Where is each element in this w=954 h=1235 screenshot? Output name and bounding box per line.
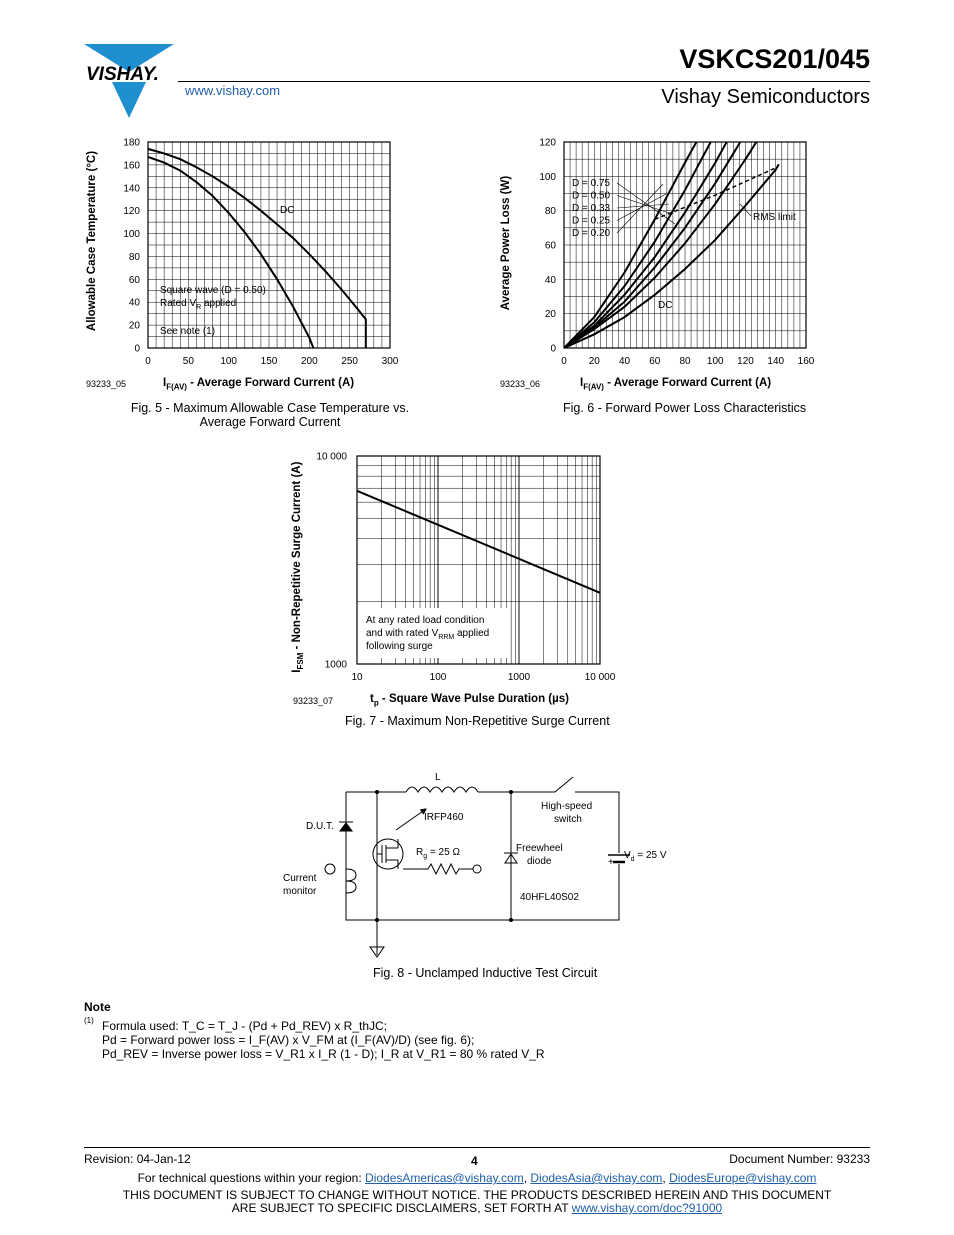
fig7-annot-l3: following surge <box>366 641 433 652</box>
fig8-label-plus: + <box>608 857 614 868</box>
fig5-ytick: 180 <box>123 137 140 149</box>
footer-revision: Revision: 04-Jan-12 <box>84 1152 191 1166</box>
fig5-caption: Fig. 5 - Maximum Allowable Case Temperature vs. Average Forward Current <box>130 401 410 429</box>
fig8-label-l: L <box>435 772 441 783</box>
fig5-ytick: 140 <box>123 183 140 195</box>
note-mark: (1) <box>84 1016 94 1025</box>
note-line-1: Formula used: T_C = T_J - (Pd + Pd_REV) x R_thJC; <box>102 1019 387 1033</box>
note-line-3: Pd_REV = Inverse power loss = V_R1 x I_R (1 - D); I_R at V_R1 = 80 % rated V_R <box>102 1047 545 1061</box>
fig5-series-line-0 <box>148 157 313 348</box>
footer-disclaimer-2: ARE SUBJECT TO SPECIFIC DISCLAIMERS, SET FORTH AT www.vishay.com/doc?91000 <box>231 1201 723 1215</box>
logo-text: VISHAY. <box>86 64 159 85</box>
disclaimer-link[interactable]: www.vishay.com/doc?91000 <box>571 1201 723 1215</box>
fig7-annot-l2: and with rated $V_{RRM}$ applied <box>366 628 490 641</box>
fig6-chart <box>525 128 825 396</box>
note-line-2: Pd = Forward power loss = I_F(AV) x V_FM at (I_F(AV)/D) (see fig. 6); <box>102 1033 475 1047</box>
vishay-logo <box>84 44 180 120</box>
fig6-xtick: 0 <box>561 356 567 367</box>
fig7-xtick: 10 <box>351 672 363 683</box>
doc-subtitle: Vishay Semiconductors <box>661 86 870 108</box>
fig5-annot-note: See note (1) <box>160 326 216 337</box>
fig5-annot-rated: Rated $V_R$ applied <box>160 298 237 311</box>
fig6-ytick: 120 <box>539 137 556 149</box>
fig7-ytick: 10 000 <box>316 451 347 463</box>
fig6-duty-leader-0 <box>617 183 675 224</box>
fig8-circuit <box>278 765 678 960</box>
fig8-label-part: 40HFL40S02 <box>520 892 579 903</box>
fig8-label-irfp: IRFP460 <box>424 812 464 823</box>
fig5-ytick: 120 <box>123 206 140 218</box>
fig8-label-vd: $V_d = 25$ V <box>624 850 667 863</box>
fig6-xtick: 40 <box>618 356 631 367</box>
fig6-ytick: 20 <box>544 309 556 321</box>
fig6-ylabel: Average Power Loss (W) <box>500 175 512 311</box>
fig6-xtick: 60 <box>649 356 661 367</box>
fig7-ylabel: $I_{FSM}$ - Non-Repetitive Surge Current (A) <box>290 461 306 673</box>
email-europe[interactable]: DiodesEurope@vishay.com <box>669 1171 817 1185</box>
fig6-code: 93233_06 <box>500 379 541 389</box>
fig5-ytick: 100 <box>123 229 140 241</box>
fig5-ytick: 0 <box>134 343 140 355</box>
fig8-label-hs1: High-speed <box>541 801 593 812</box>
fig6-duty-leader-1 <box>617 196 672 215</box>
fig6-ytick: 60 <box>544 240 556 252</box>
footer-rule <box>84 1147 870 1148</box>
fig6-xtick: 120 <box>737 356 754 367</box>
fig5-xtick: 250 <box>341 356 359 367</box>
fig5-ytick: 20 <box>128 320 140 332</box>
email-asia[interactable]: DiodesAsia@vishay.com <box>530 1171 663 1185</box>
fig5-ytick: 40 <box>128 297 140 309</box>
fig6-annot-rms: RMS limit <box>753 212 796 223</box>
fig7-annot-l1: At any rated load condition <box>366 615 485 626</box>
fig7-xtick: 10 000 <box>584 672 616 683</box>
fig5-annot-square: Square wave (D = 0.50) <box>160 285 266 296</box>
fig6-duty-label-1: D = 0.50 <box>572 190 611 202</box>
note-title: Note <box>84 1000 111 1014</box>
fig8-label-fw2: diode <box>527 856 552 867</box>
fig6-ytick: 100 <box>539 171 556 183</box>
fig5-ytick: 80 <box>128 251 140 263</box>
email-americas[interactable]: DiodesAmericas@vishay.com <box>365 1171 524 1185</box>
fig7-chart <box>300 446 630 690</box>
fig5-xtick: 50 <box>182 356 194 367</box>
footer-contact: For technical questions within your region: DiodesAmericas@vishay.com, DiodesAsia@vishay.com, DiodesEurope@vishay.com <box>137 1171 817 1185</box>
fig6-ytick: 40 <box>544 274 556 286</box>
fig6-xtick: 100 <box>706 356 724 367</box>
fig8-label-cm2: monitor <box>283 886 317 897</box>
fig5-xtick: 200 <box>300 356 318 367</box>
fig8-label-cm1: Current <box>283 873 317 884</box>
fig5-xtick: 0 <box>145 356 151 367</box>
doc-title: VSKCS201/045 <box>679 44 870 74</box>
fig7-xtick: 100 <box>429 672 447 683</box>
fig5-xtick: 300 <box>381 356 399 367</box>
footer-page: 4 <box>471 1154 478 1168</box>
fig7-series-line-0 <box>357 491 600 593</box>
fig6-xtick: 80 <box>679 356 691 367</box>
fig6-xtick: 20 <box>588 356 600 367</box>
website-link[interactable]: www.vishay.com <box>185 83 281 98</box>
fig8-label-hs2: switch <box>554 814 582 825</box>
fig5-ytick: 60 <box>128 274 140 286</box>
fig6-xtick: 140 <box>767 356 785 367</box>
fig6-xlabel: $I_{F(AV)}$ - Average Forward Current (A) <box>580 377 772 392</box>
fig6-duty-label-3: D = 0.25 <box>572 215 611 227</box>
fig6-ytick: 0 <box>550 343 556 355</box>
fig7-xlabel: $t_p$ - Square Wave Pulse Duration (µs) <box>370 693 569 708</box>
fig5-xtick: 150 <box>260 356 278 367</box>
fig7-caption: Fig. 7 - Maximum Non-Repetitive Surge Current <box>345 714 610 728</box>
fig5-xtick: 100 <box>220 356 238 367</box>
fig6-xtick: 160 <box>797 356 815 367</box>
fig7-code: 93233_07 <box>293 696 334 706</box>
fig8-label-rg: $R_g = 25$ Ω <box>416 847 460 860</box>
footer-disclaimer-1: THIS DOCUMENT IS SUBJECT TO CHANGE WITHOUT NOTICE. THE PRODUCTS DESCRIBED HEREIN AND THIS DOCUMENT <box>122 1188 832 1202</box>
footer-docnum: Document Number: 93233 <box>729 1152 870 1166</box>
fig5-ytick: 160 <box>123 160 140 172</box>
fig8-label-dut: D.U.T. <box>306 821 334 832</box>
fig5-xlabel: $I_{F(AV)}$ - Average Forward Current (A) <box>163 377 355 392</box>
fig5-code: 93233_05 <box>86 379 127 389</box>
fig5-chart <box>80 128 420 396</box>
fig7-xtick: 1000 <box>507 672 531 683</box>
fig8-label-fw1: Freewheel <box>516 843 563 854</box>
fig6-duty-label-2: D = 0.33 <box>572 203 611 214</box>
fig8-caption: Fig. 8 - Unclamped Inductive Test Circuit <box>373 966 598 980</box>
fig6-annot-dc: DC <box>658 300 673 311</box>
fig5-annot-dc: DC <box>280 205 295 216</box>
fig7-ytick: 1000 <box>324 659 347 671</box>
fig6-duty-label-4: D = 0.20 <box>572 228 611 239</box>
fig6-caption: Fig. 6 - Forward Power Loss Characteristics <box>563 401 807 415</box>
header-rule <box>178 81 870 82</box>
fig5-ylabel: Allowable Case Temperature (°C) <box>86 150 98 332</box>
fig6-ytick: 80 <box>544 206 556 218</box>
fig6-duty-label-0: D = 0.75 <box>572 178 611 189</box>
